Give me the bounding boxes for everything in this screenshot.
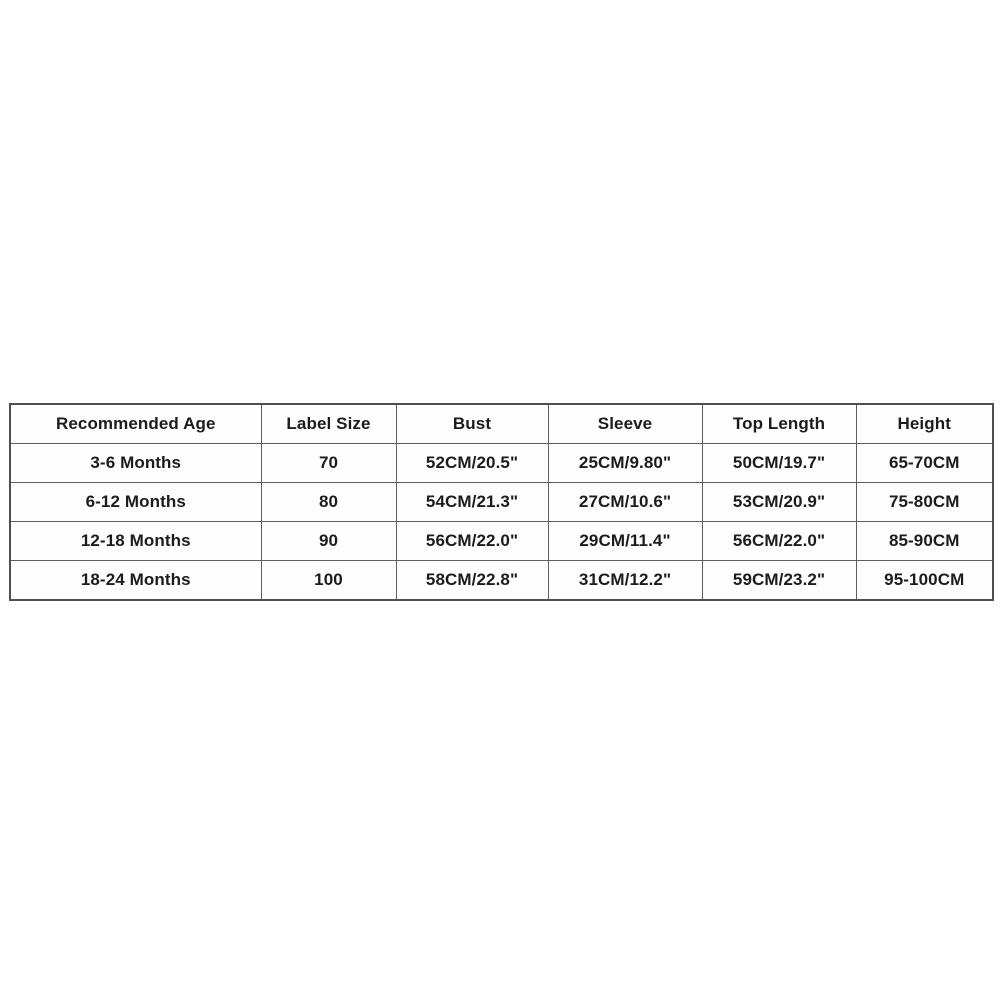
table-header-row bbox=[10, 404, 993, 444]
cell-age: 12-18 Months bbox=[10, 522, 261, 561]
cell-age: 3-6 Months bbox=[10, 444, 261, 483]
cell-sleeve: 29CM/11.4" bbox=[548, 522, 702, 561]
cell-height: 65-70CM bbox=[856, 444, 993, 483]
cell-label-size: 90 bbox=[261, 522, 396, 561]
table-row bbox=[10, 483, 993, 522]
cell-top-length: 59CM/23.2" bbox=[702, 561, 856, 601]
cell-label-size: 100 bbox=[261, 561, 396, 601]
column-header-sleeve: Sleeve bbox=[548, 404, 702, 444]
cell-top-length: 56CM/22.0" bbox=[702, 522, 856, 561]
cell-top-length: 50CM/19.7" bbox=[702, 444, 856, 483]
cell-label-size: 70 bbox=[261, 444, 396, 483]
cell-height: 75-80CM bbox=[856, 483, 993, 522]
cell-bust: 56CM/22.0" bbox=[396, 522, 548, 561]
column-header-bust: Bust bbox=[396, 404, 548, 444]
table-row bbox=[10, 444, 993, 483]
cell-bust: 52CM/20.5" bbox=[396, 444, 548, 483]
table-row bbox=[10, 522, 993, 561]
column-header-height: Height bbox=[856, 404, 993, 444]
cell-age: 6-12 Months bbox=[10, 483, 261, 522]
column-header-label-size: Label Size bbox=[261, 404, 396, 444]
cell-bust: 54CM/21.3" bbox=[396, 483, 548, 522]
cell-height: 95-100CM bbox=[856, 561, 993, 601]
table-row bbox=[10, 561, 993, 601]
cell-height: 85-90CM bbox=[856, 522, 993, 561]
size-chart-table bbox=[9, 403, 994, 601]
cell-sleeve: 25CM/9.80" bbox=[548, 444, 702, 483]
cell-sleeve: 31CM/12.2" bbox=[548, 561, 702, 601]
column-header-top-length: Top Length bbox=[702, 404, 856, 444]
cell-sleeve: 27CM/10.6" bbox=[548, 483, 702, 522]
cell-label-size: 80 bbox=[261, 483, 396, 522]
cell-age: 18-24 Months bbox=[10, 561, 261, 601]
column-header-recommended-age: Recommended Age bbox=[10, 404, 261, 444]
cell-bust: 58CM/22.8" bbox=[396, 561, 548, 601]
cell-top-length: 53CM/20.9" bbox=[702, 483, 856, 522]
